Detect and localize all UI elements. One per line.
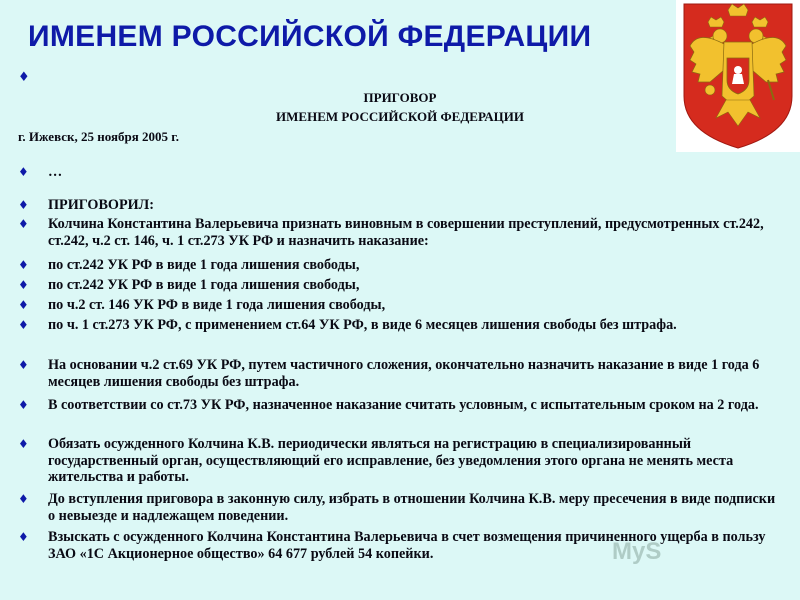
diamond-bullet-icon: ♦ [18,217,29,231]
place-date: г. Ижевск, 25 ноября 2005 г. [18,129,179,144]
eagle-icon [676,0,800,152]
diamond-bullet-icon: ♦ [18,437,29,451]
diamond-bullet-icon: ♦ [18,398,29,412]
list-item: ♦ На основании ч.2 ст.69 УК РФ, путем частичного сложения, окончательно назначить наказание в виде 1 года 6 месяцев лишения свободы без штрафа. [18,357,760,390]
list-item: ♦ В соответствии со ст.73 УК РФ, назначенное наказание считать условным, с испытательным сроком на 2 года. [18,397,759,413]
list-item: ♦ по ч.2 ст. 146 УК РФ в виде 1 года лишения свободы, [18,297,386,313]
list-item: ♦ по ч. 1 ст.273 УК РФ, с применением ст.64 УК РФ, в виде 6 месяцев лишения свободы без штрафа. [18,317,677,333]
list-item: ♦ по ст.242 УК РФ в виде 1 года лишения свободы, [18,277,360,293]
list-item: ♦ Взыскать с осужденного Колчина Константина Валерьевича в счет возмещения причиненного ущерба в пользу ЗАО «1С Акционерное общество» 64 677 рублей 54 копейки. [18,529,766,562]
coat-of-arms-emblem [676,0,800,152]
diamond-bullet-icon: ♦ [18,298,29,312]
verdict-heading: ПРИГОВОР [363,90,437,105]
diamond-bullet-icon: ♦ [18,318,29,332]
list-item: ♦ Колчина Константина Валерьевича признать виновным в совершении преступлений, предусмотренных ст.242, ст.242, ч.2 ст. 146, ч. 1 ст.273 УК РФ и назначить наказание: [18,216,764,249]
verdict-items [18,164,778,583]
diamond-bullet-icon: ♦ [18,70,30,85]
diamond-bullet-icon: ♦ [18,258,29,272]
list-item: ♦ … [18,164,63,180]
diamond-bullet-icon: ♦ [18,530,29,544]
diamond-bullet-icon: ♦ [18,165,29,179]
diamond-bullet-icon: ♦ [18,278,29,292]
watermark: MyS [612,538,662,565]
slide-title: ИМЕНЕМ РОССИЙСКОЙ ФЕДЕРАЦИИ [28,20,592,53]
list-item: ♦ Обязать осужденного Колчина К.В. периодически являться на регистрацию в специализированный государственный орган, осуществляющий его исправление, без уведомления этого органа не менять места жительства и работы. [18,436,734,485]
list-item: ♦ по ст.242 УК РФ в виде 1 года лишения свободы, [18,257,360,273]
verdict-subheading: ИМЕНЕМ РОССИЙСКОЙ ФЕДЕРАЦИИ [276,109,524,124]
diamond-bullet-icon: ♦ [18,492,29,506]
diamond-bullet-icon: ♦ [18,198,29,212]
list-item: ♦ До вступления приговора в законную силу, избрать в отношении Колчина К.В. меру пресечения в виде подписки о невыезде и надлежащем поведении. [18,491,776,524]
diamond-bullet-icon: ♦ [18,358,29,372]
list-item: ♦ ПРИГОВОРИЛ: [18,197,154,213]
